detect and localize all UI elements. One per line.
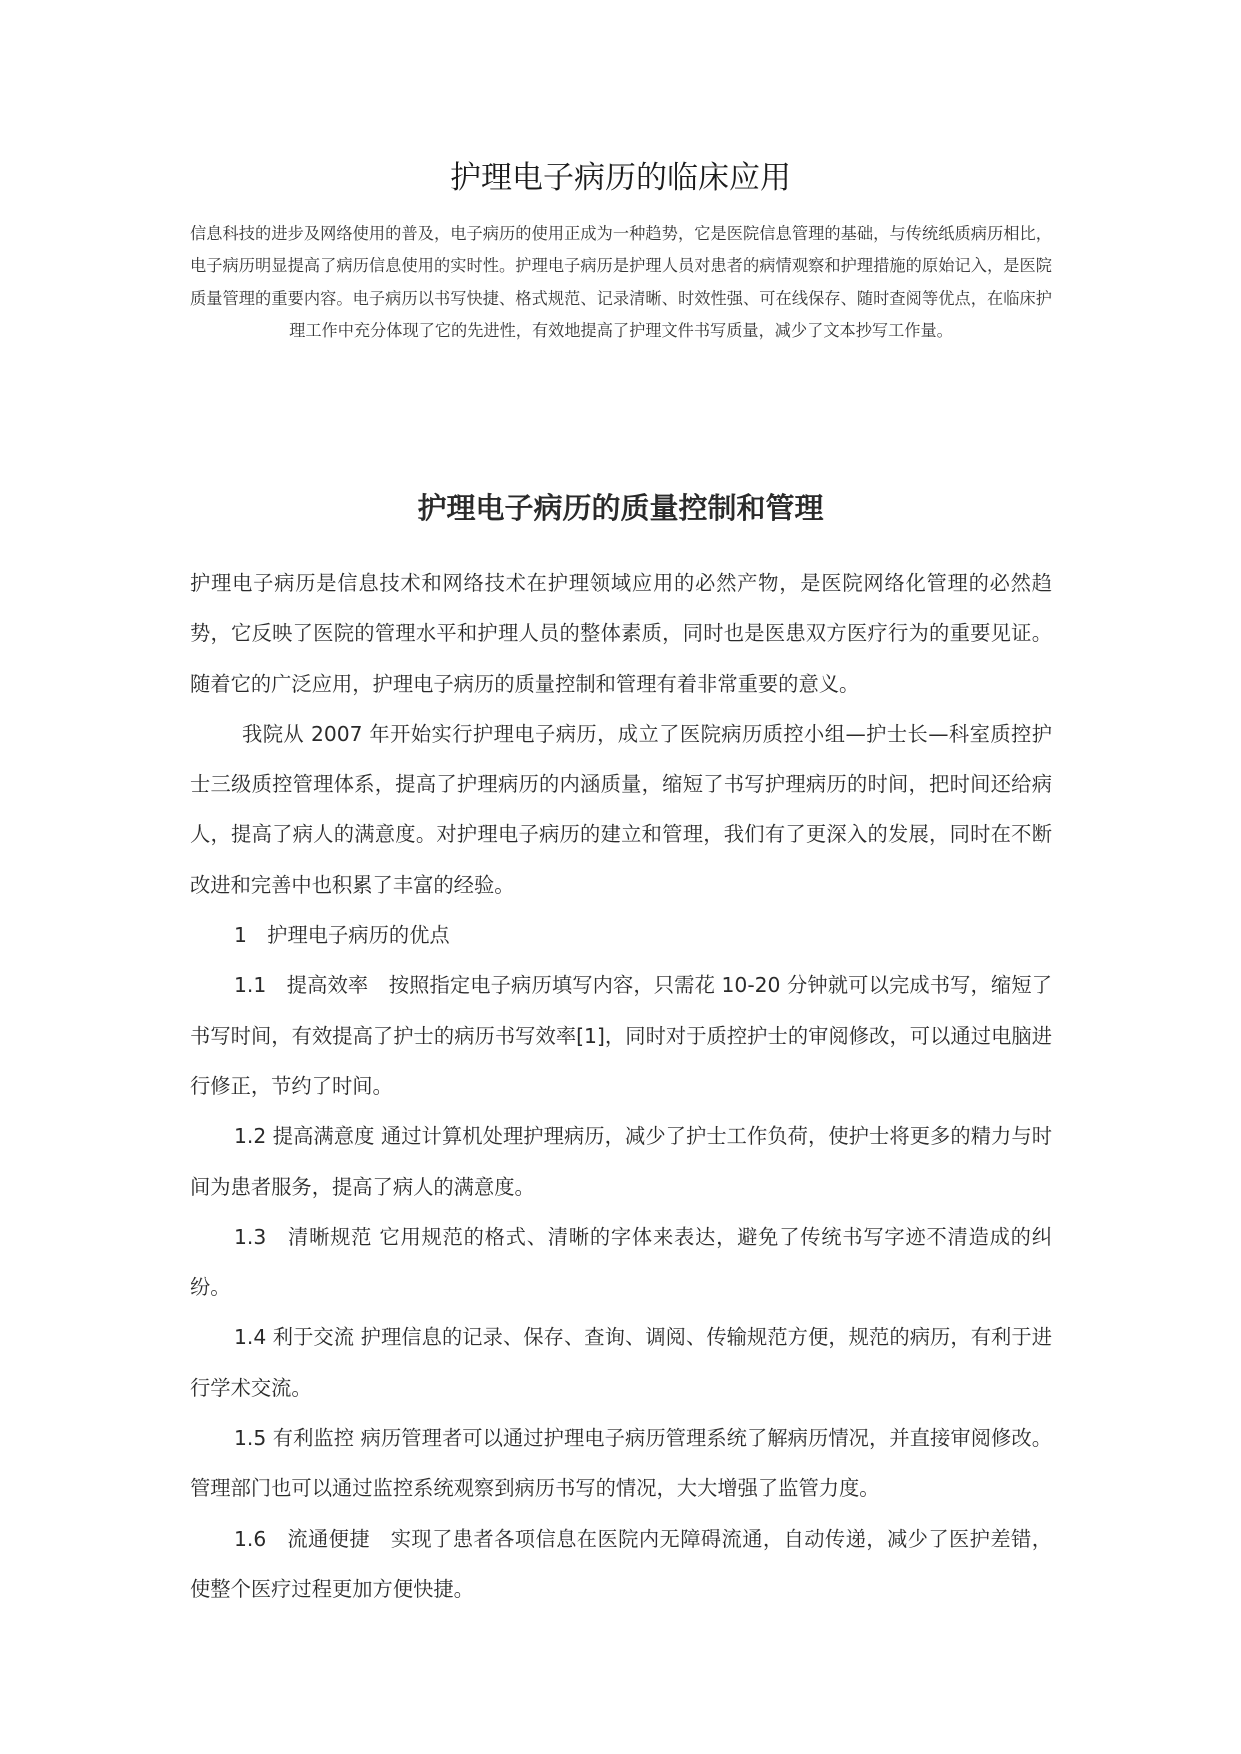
- abstract-paragraph: 信息科技的进步及网络使用的普及，电子病历的使用正成为一种趋势，它是医院信息管理的基础，与传统纸质病历相比，电子病历明显提高了病历信息使用的实时性。护理电子病历是护理人员对患者的病情观察和护理措施的原始记入，是医院质量管理的重要内容。电子病历以书写快捷、格式规范、记录清晰、时效性强、可在线保存、随时查阅等优点，在临床护理工作中充分体现了它的先进性，有效地提高了护理文件书写质量，减少了文本抄写工作量。: [190, 224, 1052, 341]
- paragraph-1-6: 1.6 流通便捷 实现了患者各项信息在医院内无障碍流通，自动传递，减少了医护差错，使整个医疗过程更加方便快捷。: [190, 1526, 1052, 1601]
- paragraph-intro: 护理电子病历是信息技术和网络技术在护理领域应用的必然产物，是医院网络化管理的必然趋势，它反映了医院的管理水平和护理人员的整体素质，同时也是医患双方医疗行为的重要见证。随着它的广泛应用，护理电子病历的质量控制和管理有着非常重要的意义。: [190, 571, 1052, 696]
- paragraph-1-5: 1.5 有利监控 病历管理者可以通过护理电子病历管理系统了解病历情况，并直接审阅修改。管理部门也可以通过监控系统观察到病历书写的情况，大大增强了监管力度。: [190, 1426, 1052, 1501]
- paragraph-history: 我院从 2007 年开始实行护理电子病历，成立了医院病历质控小组—护士长—科室质控护士三级质控管理体系，提高了护理病历的内涵质量，缩短了书写护理病历的时间，把时间还给病人，提高了病人的满意度。对护理电子病历的建立和管理，我们有了更深入的发展，同时在不断改进和完善中也积累了丰富的经验。: [190, 721, 1052, 897]
- heading-advantages: 1 护理电子病历的优点: [234, 923, 450, 948]
- paragraph-1-1: 1.1 提高效率 按照指定电子病历填写内容，只需花 10-20 分钟就可以完成书写，缩短了书写时间，有效提高了护士的病历书写效率[1]，同时对于质控护士的审阅修改，可以通过电脑进行修正，节约了时间。: [190, 973, 1052, 1098]
- section-title: 护理电子病历的质量控制和管理: [417, 491, 824, 525]
- document-title: 护理电子病历的临床应用: [450, 160, 791, 196]
- body-text: [190, 558, 1052, 1614]
- paragraph-1-2: 1.2 提高满意度 通过计算机处理护理病历，减少了护士工作负荷，使护士将更多的精力与时间为患者服务，提高了病人的满意度。: [190, 1124, 1052, 1199]
- paragraph-1-4: 1.4 利于交流 护理信息的记录、保存、查询、调阅、传输规范方便，规范的病历，有利于进行学术交流。: [190, 1325, 1052, 1400]
- paragraph-1-3: 1.3 清晰规范 它用规范的格式、清晰的字体来表达，避免了传统书写字迹不清造成的纠纷。: [190, 1224, 1052, 1300]
